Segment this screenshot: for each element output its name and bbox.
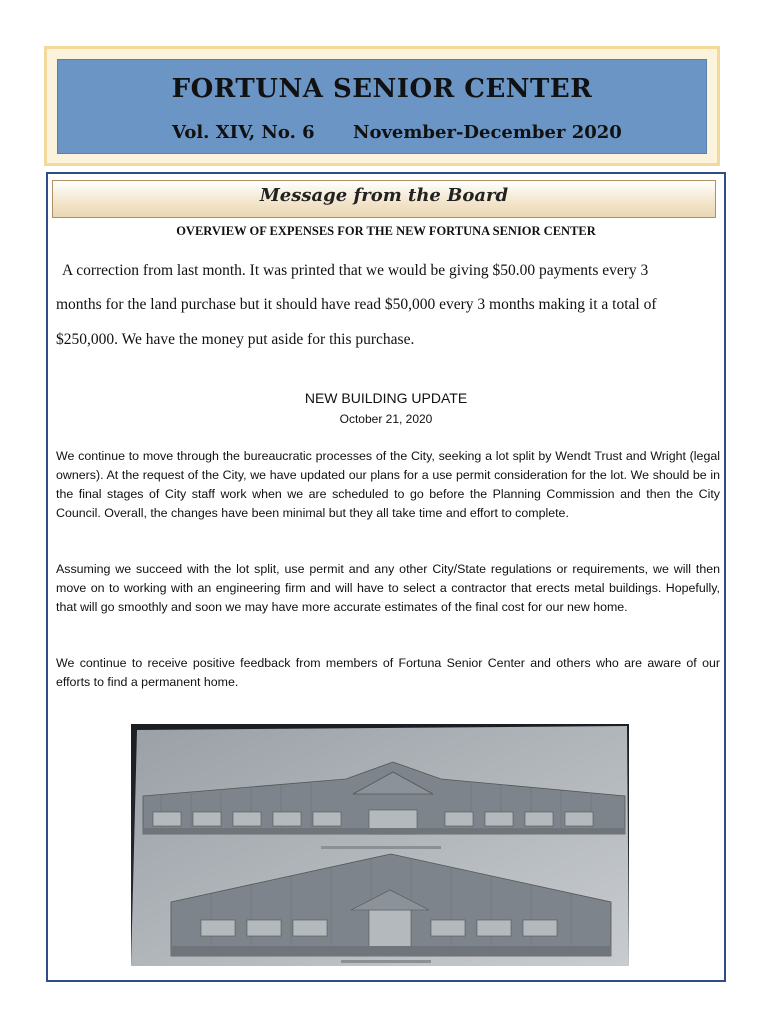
masthead-panel (57, 59, 707, 154)
update-paragraph: We continue to move through the bureaucratic processes of the City, seeking a lot split by Wendt Trust and Wright (legal owners). At the request of the City, we have updated our plans for a use permit consideration for the lot. We should be in the final stages of City staff work when we are scheduled to go before the Planning Commission and then the City Council. Overall, the changes have been minimal but they all take time and effort to complete. (56, 449, 720, 520)
board-banner-title: Message from the Board (259, 185, 509, 206)
masthead (44, 46, 720, 166)
volume-number: Vol. XIV, No. 6 (172, 122, 315, 143)
correction-line-3: $250,000. We have the money put aside for this purchase. (56, 331, 415, 348)
content-frame (46, 172, 726, 982)
issue-date: November-December 2020 (353, 122, 622, 143)
newsletter-title: FORTUNA SENIOR CENTER (171, 74, 593, 104)
overview-heading: OVERVIEW OF EXPENSES FOR THE NEW FORTUNA SENIOR CENTER (176, 224, 596, 238)
building-update-title: NEW BUILDING UPDATE (304, 390, 468, 406)
board-banner (52, 180, 716, 218)
correction-line-2: months for the land purchase but it should have read $50,000 every 3 months making it a total of (56, 296, 657, 313)
update-paragraph: We continue to receive positive feedback from members of Fortuna Senior Center and others who are aware of our efforts to find a permanent home. (56, 656, 720, 689)
correction-line-1: A correction from last month. It was printed that we would be giving $50.00 payments every 3 (62, 262, 649, 279)
building-update-date: October 21, 2020 (339, 412, 433, 426)
update-paragraph: Assuming we succeed with the lot split, use permit and any other City/State regulations or requirements, we will then move on to working with an engineering firm and will have to select a contractor that erects metal buildings. Hopefully, that will go smoothly and soon we may have more accurate estimates of the final cost for our new home. (56, 562, 720, 614)
building-elevation-photo (131, 724, 629, 966)
